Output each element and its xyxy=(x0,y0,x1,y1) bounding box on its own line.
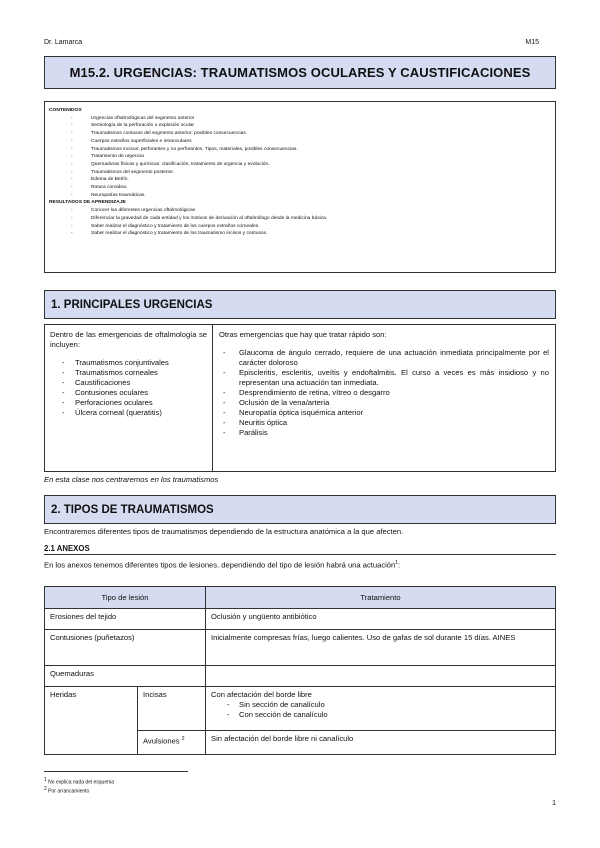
table-row xyxy=(45,609,556,630)
cell-type: Heridas xyxy=(45,687,138,755)
outcome-item: - Diferenciar la gravedad de cada entidad y los motivos de derivación al oftalmólogo desde la medicina básica. xyxy=(49,215,551,223)
footnote-ref: 1 xyxy=(395,560,399,566)
subsection-title: 2.1 ANEXOS xyxy=(44,544,556,555)
contents-label: CONTENIDOS xyxy=(49,108,82,113)
subsection-intro: En los anexos tenemos diferentes tipos de lesiones. dependiendo del tipo de lesión habrá una actuación$^1$: xyxy=(44,560,401,570)
contents-list xyxy=(49,115,551,200)
urgency-item: - Traumatismos corneales xyxy=(50,368,207,378)
cell-type: Quemaduras xyxy=(45,666,206,687)
footnote-ref: 2 xyxy=(181,736,185,742)
treatment-bullet: - Sin sección de canalículo xyxy=(211,700,550,710)
emergency-item: - Oclusión de la vena/arteria xyxy=(219,398,549,408)
contents-item: - Urgencias oftalmológicas del segmento anterior xyxy=(49,115,551,123)
emergency-item: - Neuritis óptica xyxy=(219,418,549,428)
urgency-item: - Úlcera corneal (queratitis) xyxy=(50,408,207,418)
urgencies-box xyxy=(44,324,556,472)
outcomes-label: RESULTADOS DE APRENDIZAJE xyxy=(49,200,126,206)
cell-type: Erosiones del tejido xyxy=(45,609,206,630)
contents-item: - Traumatismos contusos del segmento anterior: posibles consecuencias xyxy=(49,130,551,138)
outcome-item: - Conocer las diferentes urgencias oftalmológicas xyxy=(49,207,551,215)
emergency-item: - Desprendimiento de retina, vítreo o desgarro xyxy=(219,388,549,398)
emergency-item: - Parálisis xyxy=(219,428,549,438)
header-author: Dr. Lamarca xyxy=(44,39,83,46)
outcome-item: - Saber realizar el diagnóstico y tratamiento de los cuerpos extraños corneales. xyxy=(49,223,551,231)
cell-treatment xyxy=(206,666,556,687)
contents-item: - Tratamiento de urgencia xyxy=(49,153,551,161)
urgencies-left-column xyxy=(45,325,213,471)
section2-intro: Encontraremos diferentes tipos de traumatismos dependiendo de la estructura anatómica a la que afecten. xyxy=(44,527,404,536)
cell-subtype: Avulsiones $^2$ xyxy=(138,731,206,755)
contents-item: - Rotura coroidea. xyxy=(49,184,551,192)
section1-note: En esta clase nos centraremos en los traumatismos xyxy=(44,475,219,484)
contents-item: - Quemaduras físicas y químicas: clasificación, tratamiento de urgencia y evolución. xyxy=(49,161,551,169)
cell-treatment: Oclusión y ungüento antibiótico xyxy=(206,609,556,630)
urgency-item: - Traumatismos conjuntivales xyxy=(50,358,207,368)
contents-item: - Traumatismos del segmento posterior. xyxy=(49,169,551,177)
emergency-item: - Glaucoma de ángulo cerrado, requiere de una actuación inmediata principalmente por el carácter doloroso xyxy=(219,348,549,368)
contents-box xyxy=(44,101,556,273)
contents-item: - Neuropatías traumáticas. xyxy=(49,192,551,200)
footnote-divider xyxy=(44,771,188,772)
footnote: $^2$ Por arrancamiento xyxy=(44,786,90,795)
col-header-treatment: Tratamiento xyxy=(206,587,556,609)
urgency-item: - Contusiones oculares xyxy=(50,388,207,398)
footnote: $^1$ No explica nada del esquema xyxy=(44,777,115,786)
urgencies-right-list xyxy=(219,348,549,438)
outcome-item: - Saber realizar el diagnóstico y tratamiento de los traumatismo incisos y contusos. xyxy=(49,230,551,238)
cell-treatment: Inicialmente compresas frías, luego calientes. Uso de gafas de sol durante 15 días. AINES xyxy=(206,630,556,666)
emergency-item: - Neuropatía óptica isquémica anterior xyxy=(219,408,549,418)
treatment-bullets xyxy=(211,700,550,720)
section1-title: 1. PRINCIPALES URGENCIAS xyxy=(44,290,556,319)
cell-treatment: Sin afectación del borde libre ni canalículo xyxy=(206,731,556,755)
document-title: M15.2. URGENCIAS: TRAUMATISMOS OCULARES Y CAUSTIFICACIONES xyxy=(44,56,556,89)
page-number: 1 xyxy=(552,800,556,807)
urgencies-left-intro: Dentro de las emergencias de oftalmología se incluyen: xyxy=(50,330,207,349)
contents-item: - Edema de Berlín. xyxy=(49,176,551,184)
table-row xyxy=(45,630,556,666)
cell-subtype: Incisas xyxy=(138,687,206,731)
table-row xyxy=(45,687,556,731)
cell-type: Contusiones (puñetazos) xyxy=(45,630,206,666)
contents-item: - Traumatismos incisos: perforantes y no perforantes. Tipos, materiales, posibles consecuencias. xyxy=(49,146,551,154)
urgency-item: - Caustificaciones xyxy=(50,378,207,388)
table-header-row xyxy=(45,587,556,609)
urgencies-left-list xyxy=(50,358,207,418)
contents-item: - Semiología de la perforación o explosión ocular xyxy=(49,122,551,130)
cell-treatment: Con afectación del borde libre - Sin sección de canalículo - Con sección de canalículo xyxy=(206,687,556,731)
section2-title: 2. TIPOS DE TRAUMATISMOS xyxy=(44,495,556,524)
treatment-bullet: - Con sección de canalículo xyxy=(211,710,550,720)
urgency-item: - Perforaciones oculares xyxy=(50,398,207,408)
emergency-item: - Episcleritis, escleritis, uveítis y endoftalmitis. El curso a veces es más insidioso y no representan una actuación tan inmediata. xyxy=(219,368,549,388)
urgencies-right-intro: Otras emergencias que hay que tratar rápido son: xyxy=(219,330,387,339)
table-row xyxy=(45,666,556,687)
contents-item: - Cuerpos extraños superficiales e intraoculares xyxy=(49,138,551,146)
outcomes-list xyxy=(49,207,551,238)
urgencies-right-column xyxy=(213,325,555,471)
col-header-type: Tipo de lesión xyxy=(45,587,206,609)
header-code: M15 xyxy=(525,39,539,46)
injury-table xyxy=(44,586,556,755)
